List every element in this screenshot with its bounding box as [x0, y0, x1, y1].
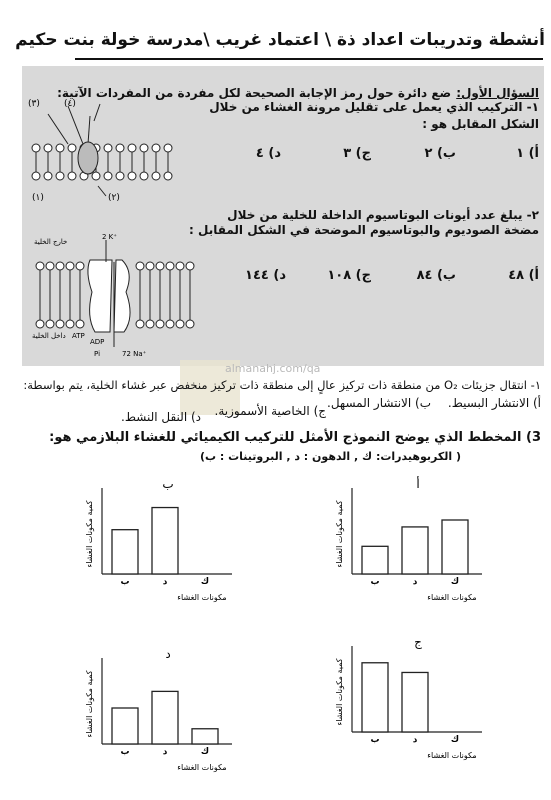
bar-1	[152, 508, 178, 574]
pump-label-atp: ATP	[72, 332, 85, 340]
lipid-head	[166, 262, 174, 270]
lipid-head	[56, 320, 64, 328]
lipid-head	[156, 262, 164, 270]
pump-protein-left	[88, 260, 112, 332]
protein-shape	[78, 142, 98, 174]
lipid-head	[136, 262, 144, 270]
lipid-head	[92, 172, 100, 180]
pump-label-pi: Pi	[94, 350, 101, 358]
o2-option-b[interactable]: ب) الانتشار المسهل.	[327, 396, 431, 410]
item2-line2: مضخة الصوديوم والبوتاسيوم الموضحة في الشكل المقابل :	[189, 223, 539, 237]
fig1-label-2: (٢)	[108, 193, 120, 203]
pump-label-na: 72 Na⁺	[122, 350, 147, 358]
chart-b	[50, 476, 280, 610]
item2-option-c[interactable]: ج) ١٠٨	[327, 268, 371, 283]
x-tick-label: د	[162, 747, 168, 757]
x-tick-label: د	[412, 735, 418, 745]
lipid-head	[186, 320, 194, 328]
lipid-head	[44, 172, 52, 180]
item2-option-a[interactable]: أ) ٤٨	[508, 268, 539, 283]
x-tick-label: ك	[200, 747, 210, 757]
page-header: أنشطة وتدريبات اعداد ذة \ اعتماد غريب \مدرسة خولة بنت حكيم	[15, 30, 545, 50]
x-tick-label: ب	[370, 735, 380, 745]
bar-1	[402, 672, 428, 732]
x-axis-label: مكونات الغشاء	[427, 593, 477, 602]
lipid-head	[156, 320, 164, 328]
item1-line2: الشكل المقابل هو :	[422, 117, 539, 131]
pump-label-inside: داخل الخلية	[32, 332, 66, 340]
lipid-head	[36, 262, 44, 270]
item2-option-d[interactable]: د) ١٤٤	[245, 268, 286, 283]
carbohydrate-branch	[94, 104, 100, 121]
bar-0	[112, 708, 138, 744]
q3-legend: ( الكربوهيدرات: ك , الدهون : د , البروتينات : ب)	[199, 450, 461, 463]
bar-0	[362, 546, 388, 574]
pump-label-k: 2 K⁺	[102, 233, 117, 241]
chart-title: د	[165, 647, 171, 661]
x-tick-label: ب	[370, 577, 380, 587]
pump-protein-right	[114, 260, 130, 332]
item2-option-b[interactable]: ب) ٨٤	[416, 268, 456, 283]
q1-heading: السؤال الأول:	[456, 86, 539, 100]
glycolipid-chain	[48, 114, 68, 144]
q3-title: 3) المخطط الذي يوضح النموذج الأمثل للتركيب الكيميائي للغشاء البلازمي هو:	[49, 430, 541, 445]
lipid-head	[128, 172, 136, 180]
fig1-label-4: (٤)	[64, 99, 76, 109]
lipid-head	[152, 172, 160, 180]
lipid-head	[136, 320, 144, 328]
membrane-figure	[28, 96, 188, 206]
fig1-label-3: (٣)	[28, 99, 40, 109]
bar-0	[362, 663, 388, 732]
bar-2	[192, 729, 218, 744]
lipid-head	[36, 320, 44, 328]
bar-2	[442, 520, 468, 574]
o2-option-a[interactable]: أ) الانتشار البسيط.	[447, 396, 541, 410]
item1-option-b[interactable]: ب) ٢	[424, 146, 456, 161]
x-axis-label: مكونات الغشاء	[177, 593, 227, 602]
lipid-head	[46, 262, 54, 270]
lipid-head	[66, 320, 74, 328]
lipid-head	[166, 320, 174, 328]
chart-title: أ	[416, 477, 420, 491]
pump-label-adp: ADP	[90, 338, 105, 346]
lipid-head	[104, 172, 112, 180]
lipid-head	[44, 144, 52, 152]
lipid-head	[68, 144, 76, 152]
bar-0	[112, 530, 138, 574]
chart-a	[300, 476, 530, 610]
lipid-head	[164, 172, 172, 180]
x-tick-label: د	[412, 577, 418, 587]
chart-d	[50, 646, 280, 770]
lipid-head	[68, 172, 76, 180]
x-axis-label: مكونات الغشاء	[427, 751, 477, 760]
lipid-head	[146, 262, 154, 270]
bar-1	[402, 527, 428, 574]
watermark: almanahj.com/qa	[225, 362, 321, 375]
o2-question: ١- انتقال جزيئات O₂ من منطقة ذات تركيز عالٍ إلى منطقة ذات تركيز منخفض عبر غشاء الخلية، يتم بواسطة:	[23, 378, 541, 392]
item1-option-d[interactable]: د) ٤	[255, 146, 281, 161]
lipid-head	[76, 320, 84, 328]
x-tick-label: ك	[450, 577, 460, 587]
pointer-line	[98, 186, 106, 196]
q1-instruction: ضع دائرة حول رمز الإجابة الصحيحة لكل مفردة من المفردات الآتية:	[57, 86, 452, 100]
lipid-head	[128, 144, 136, 152]
lipid-head	[176, 262, 184, 270]
carbohydrate-chain	[88, 116, 90, 144]
pump-figure	[30, 232, 200, 360]
fig1-label-1: (١)	[32, 193, 44, 203]
x-tick-label: د	[162, 577, 168, 587]
item1-option-a[interactable]: أ) ١	[516, 146, 539, 161]
chart-c	[300, 634, 530, 768]
o2-option-c[interactable]: ج) الخاصية الأسموزية.	[214, 404, 326, 418]
lipid-head	[152, 144, 160, 152]
lipid-head	[46, 320, 54, 328]
lipid-head	[66, 262, 74, 270]
y-axis-label: كمية مكونات الغشاء	[335, 500, 344, 568]
lipid-head	[76, 262, 84, 270]
lipid-head	[32, 144, 40, 152]
lipid-head	[140, 144, 148, 152]
glycoprotein-chain	[68, 106, 83, 144]
y-axis-label: كمية مكونات الغشاء	[85, 670, 94, 738]
lipid-head	[56, 144, 64, 152]
lipid-head	[176, 320, 184, 328]
y-axis-label: كمية مكونات الغشاء	[85, 500, 94, 568]
lipid-head	[104, 144, 112, 152]
x-tick-label: ب	[120, 747, 130, 757]
chart-title: ج	[414, 635, 422, 649]
lipid-head	[32, 172, 40, 180]
x-tick-label: ك	[200, 577, 210, 587]
lipid-head	[140, 172, 148, 180]
o2-option-d[interactable]: د) النقل النشط.	[121, 410, 201, 424]
header-underline	[75, 58, 543, 60]
lipid-head	[56, 262, 64, 270]
y-axis-label: كمية مكونات الغشاء	[335, 658, 344, 726]
lipid-head	[146, 320, 154, 328]
lipid-head	[56, 172, 64, 180]
bar-1	[152, 691, 178, 744]
item1-line1: ١- التركيب الذي يعمل على تقليل مرونة الغشاء من خلال	[209, 100, 539, 114]
lipid-bilayer	[32, 144, 172, 180]
lipid-head	[186, 262, 194, 270]
item2-line1: ٢- يبلغ عدد أيونات البوتاسيوم الداخلة للخلية من خلال	[227, 208, 539, 222]
lipid-head	[116, 172, 124, 180]
item1-option-c[interactable]: ج) ٣	[343, 146, 371, 161]
lipid-head	[116, 144, 124, 152]
x-axis-label: مكونات الغشاء	[177, 763, 227, 772]
pump-label-outside: خارج الخلية	[34, 238, 68, 246]
x-tick-label: ك	[450, 735, 460, 745]
x-tick-label: ب	[120, 577, 130, 587]
chart-title: ب	[162, 477, 174, 491]
lipid-head	[164, 144, 172, 152]
